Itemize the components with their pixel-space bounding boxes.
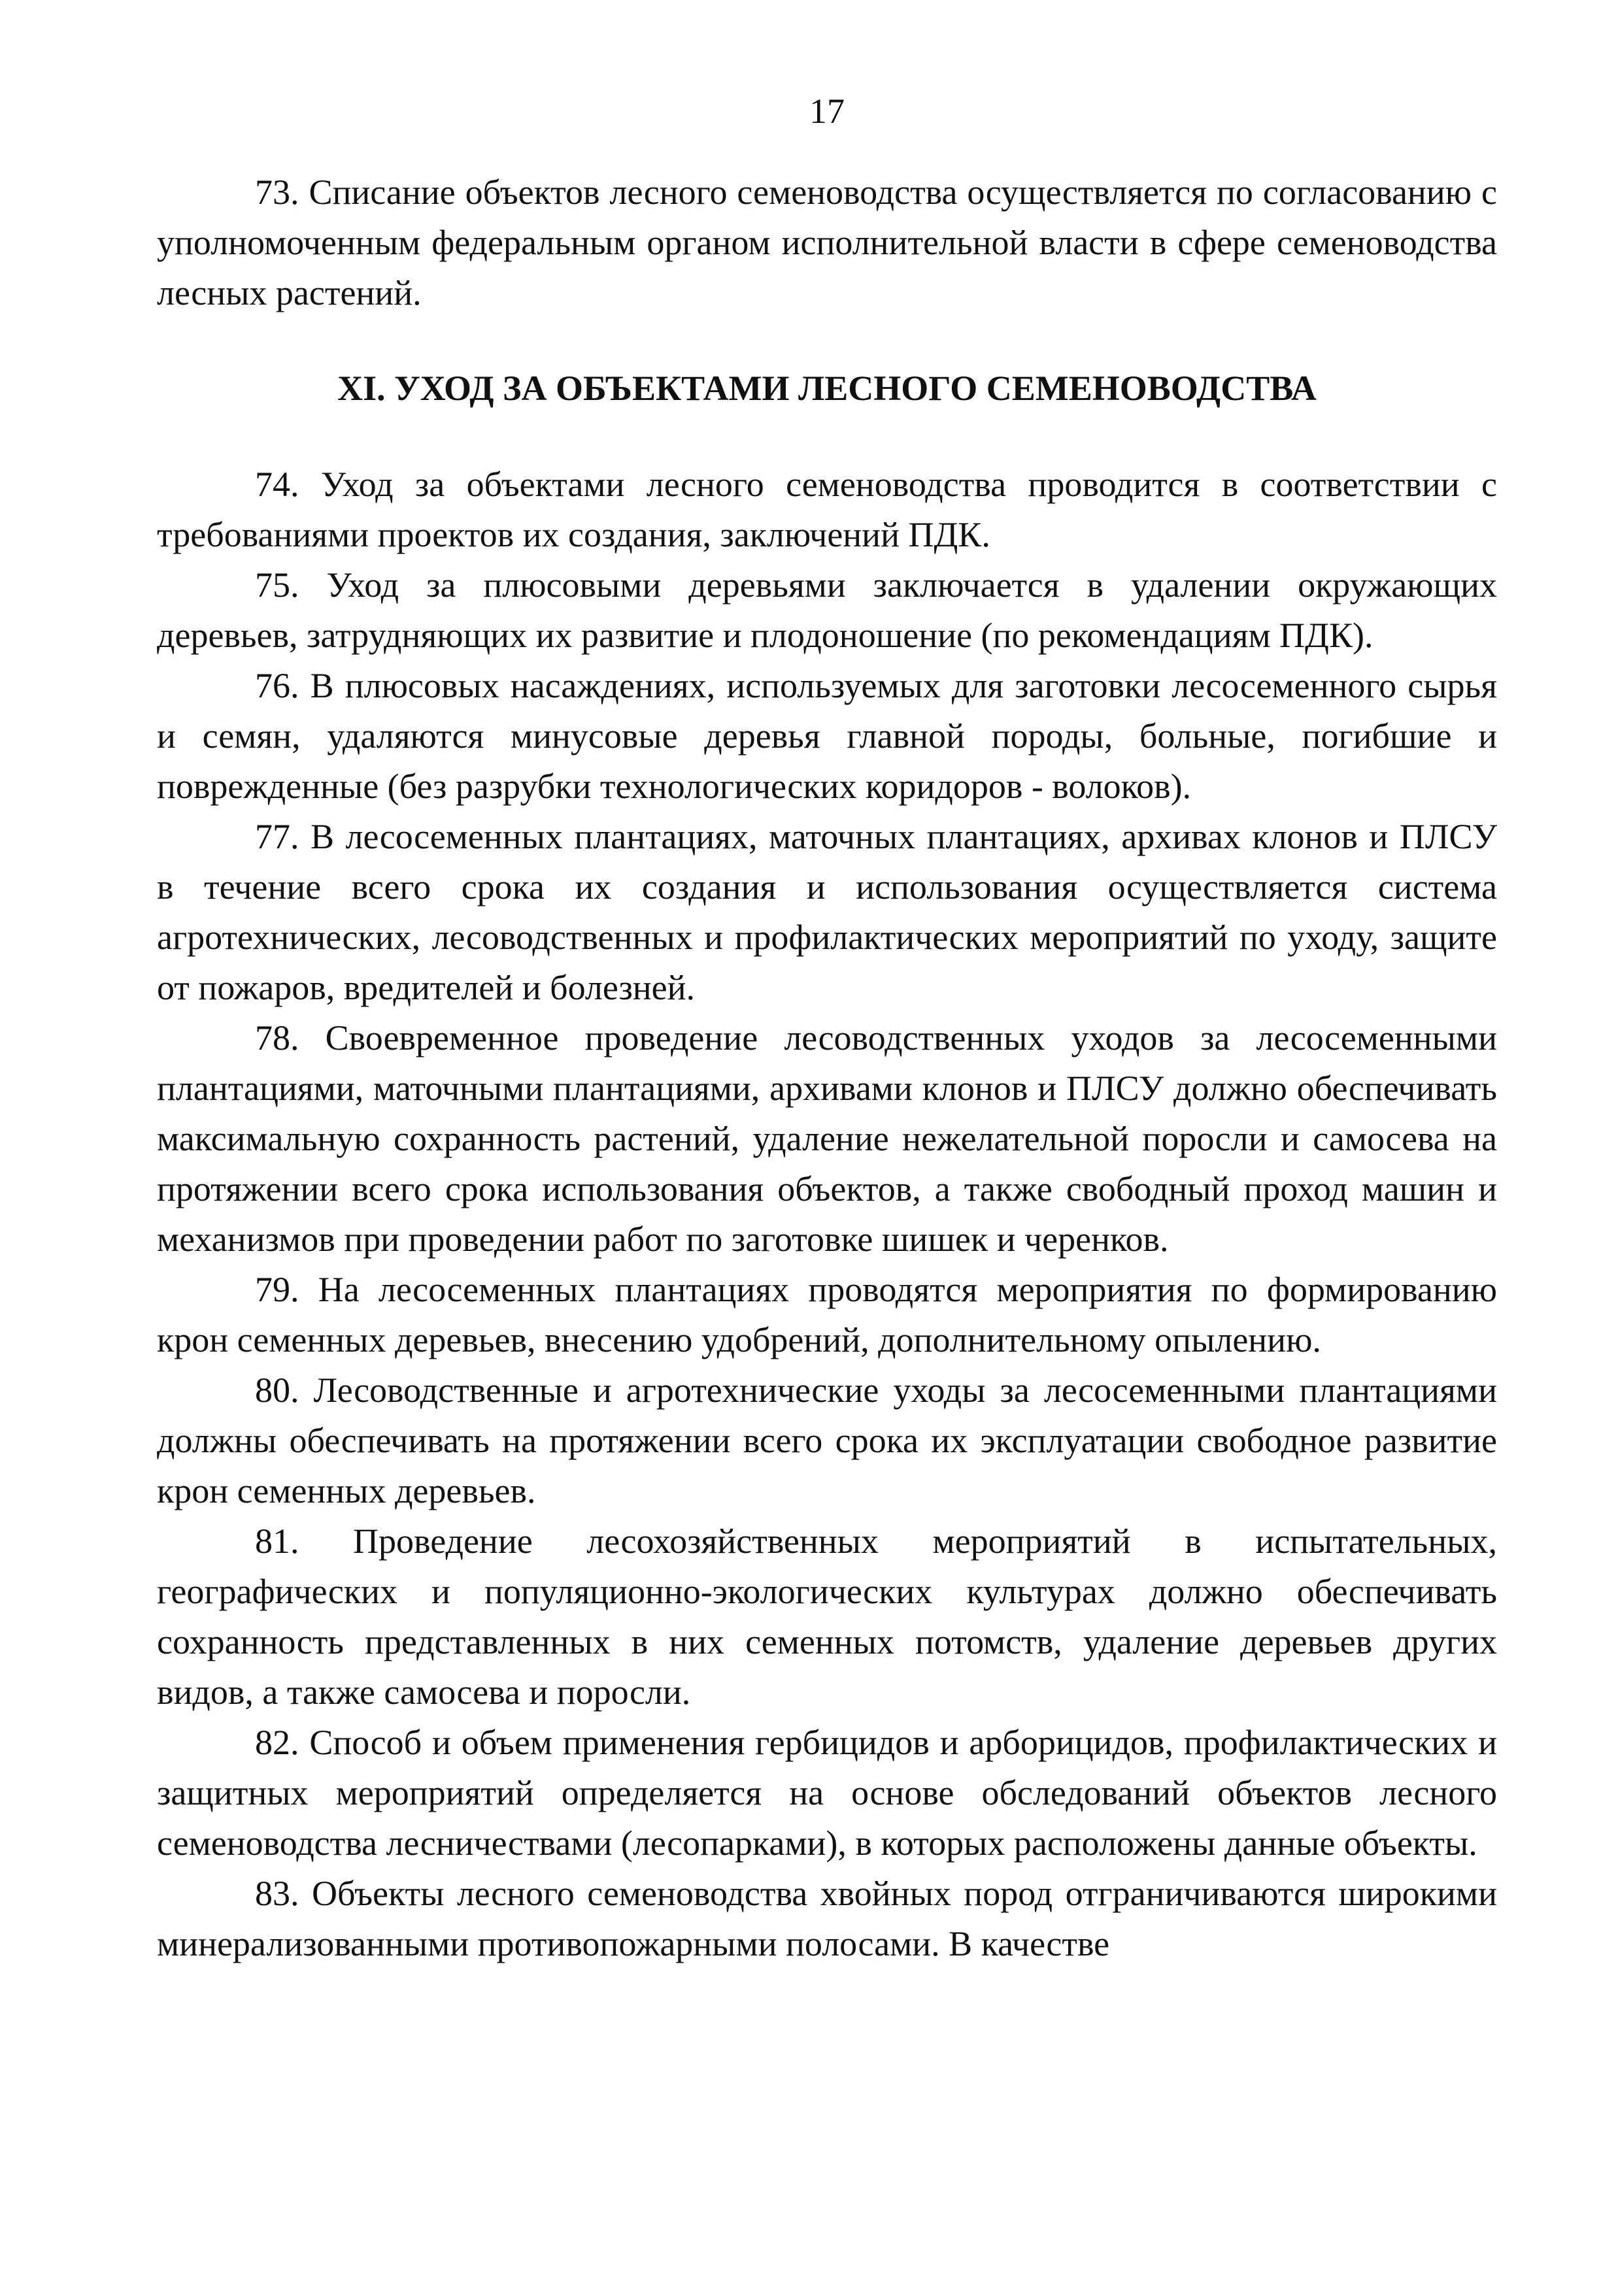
paragraph-76: 76. В плюсовых насаждениях, используемых для заготовки лесосеменного сырья и семян, удаляются минусовые деревья главной породы, больные, погибшие и поврежденные (без разрубки технологических коридоров - волоков). [157, 666, 1497, 806]
paragraph-78: 78. Своевременное проведение лесоводственных уходов за лесосеменными плантациями, маточными плантациями, архивами клонов и ПЛСУ должно обеспечивать максимальную сохранность растений, удаление нежелательной поросли и самосева на протяжении всего срока использования объектов, а также свободный проход машин и механизмов при проведении работ по заготовке шишек и черенков. [157, 1018, 1497, 1259]
paragraph-74: 74. Уход за объектами лесного семеноводства проводится в соответствии с требованиями проектов их создания, заключений ПДК. [157, 465, 1497, 554]
paragraph-77: 77. В лесосеменных плантациях, маточных плантациях, архивах клонов и ПЛСУ в течение всего срока их создания и использования осуществляется система агротехнических, лесоводственных и профилактических мероприятий по уходу, защите от пожаров, вредителей и болезней. [157, 817, 1497, 1007]
paragraph-73: 73. Списание объектов лесного семеноводства осуществляется по согласованию с уполномоченным федеральным органом исполнительной власти в сфере семеноводства лесных растений. [157, 173, 1497, 312]
document-body [157, 167, 1497, 1969]
paragraph-81: 81. Проведение лесохозяйственных мероприятий в испытательных, географических и популяционно-экологических культурах должно обеспечивать сохранность представленных в них семенных потомств, удаление деревьев других видов, а также самосева и поросли. [157, 1522, 1497, 1712]
section-title: XI. УХОД ЗА ОБЪЕКТАМИ ЛЕСНОГО СЕМЕНОВОДСТВА [337, 369, 1317, 408]
paragraph-80: 80. Лесоводственные и агротехнические уходы за лесосеменными плантациями должны обеспечивать на протяжении всего срока их эксплуатации свободное развитие крон семенных деревьев. [157, 1371, 1497, 1510]
paragraph-82: 82. Способ и объем применения гербицидов и арборицидов, профилактических и защитных мероприятий определяется на основе обследований объектов лесного семеноводства лесничествами (лесопарками), в которых расположены данные объекты. [157, 1723, 1497, 1863]
paragraph-83: 83. Объекты лесного семеноводства хвойных пород отграничиваются широкими минерализованными противопожарными полосами. В качестве [157, 1874, 1497, 1963]
page-number: 17 [809, 92, 845, 131]
paragraph-75: 75. Уход за плюсовыми деревьями заключается в удалении окружающих деревьев, затрудняющих их развитие и плодоношение (по рекомендациям ПДК). [157, 565, 1497, 655]
paragraph-79: 79. На лесосеменных плантациях проводятся мероприятия по формированию крон семенных деревьев, внесению удобрений, дополнительному опылению. [157, 1270, 1497, 1359]
